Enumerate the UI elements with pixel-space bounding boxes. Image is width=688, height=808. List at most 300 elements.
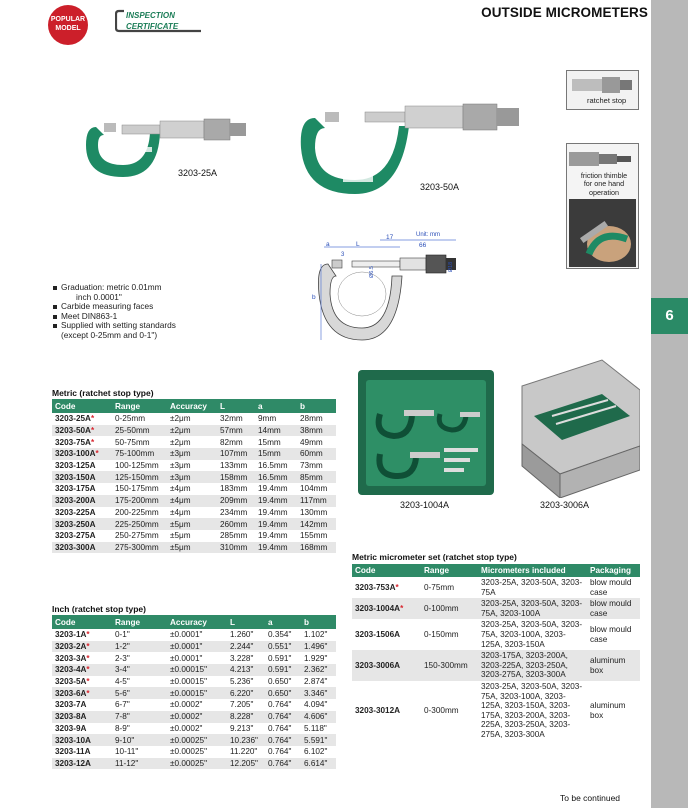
table-cell: 310mm — [217, 542, 255, 554]
table-cell: 1.102" — [301, 629, 336, 641]
table-cell: 225-250mm — [112, 518, 167, 530]
unit-label: Unit: mm — [416, 232, 440, 238]
code-cell — [52, 448, 112, 460]
dim-b: b — [312, 294, 316, 301]
code-text: 3203-753A — [355, 582, 396, 592]
table-cell: 107mm — [217, 448, 255, 460]
table-cell: 2.362" — [301, 664, 336, 676]
table-cell: 6-7" — [112, 699, 167, 711]
code-text: 3203-150A — [55, 472, 96, 482]
popular-star-icon: * — [86, 630, 90, 640]
ratchet-stop-drawing — [567, 71, 638, 95]
code-cell — [52, 518, 112, 530]
table-cell: 0-1" — [112, 629, 167, 641]
col-range: Range — [112, 615, 167, 629]
table-cell: 7-8" — [112, 711, 167, 723]
table-cell: 60mm — [297, 448, 336, 460]
table-cell: 19.4mm — [255, 483, 297, 495]
table-cell: 25-50mm — [112, 425, 167, 437]
table-cell: 2.244" — [227, 641, 265, 653]
code-cell — [52, 495, 112, 507]
table-cell: ±0.00015" — [167, 676, 227, 688]
table-cell: ±2μm — [167, 436, 217, 448]
micrometer-50a-image — [297, 98, 529, 198]
table-cell: 130mm — [297, 507, 336, 519]
table-cell: 1-2" — [112, 641, 167, 653]
table-cell: 8-9" — [112, 723, 167, 735]
code-text: 3203-225A — [55, 507, 96, 517]
code-cell — [52, 699, 112, 711]
table-cell: blow mould case — [587, 598, 640, 619]
code-text: 3203-25A — [55, 414, 91, 424]
table-cell: ±0.0002" — [167, 723, 227, 735]
code-cell — [52, 687, 112, 699]
table-cell: 12.205" — [227, 758, 265, 770]
table-cell: ±5μm — [167, 518, 217, 530]
code-text: 3203-7A — [55, 700, 87, 710]
table-cell: ±0.0002" — [167, 699, 227, 711]
code-text: 3203-3012A — [355, 705, 401, 715]
table-cell: 175-200mm — [112, 495, 167, 507]
table-cell: 3.228" — [227, 652, 265, 664]
metric-table — [52, 399, 336, 553]
code-text: 3203-11A — [55, 747, 91, 757]
table-cell: 19.4mm — [255, 495, 297, 507]
col-l: L — [227, 615, 265, 629]
table-cell: 234mm — [217, 507, 255, 519]
table-cell: 6.102" — [301, 746, 336, 758]
table-row — [52, 413, 336, 425]
table-row — [52, 652, 336, 664]
popular-model-badge: POPULAR MODEL — [48, 5, 88, 45]
table-cell: 15mm — [255, 436, 297, 448]
dim-a: a — [326, 241, 330, 248]
sidebar-strip — [651, 0, 688, 808]
table-cell: blow mould case — [587, 619, 640, 650]
ratchet-stop-inset — [566, 70, 639, 110]
model-25a-label: 3203-25A — [178, 168, 218, 178]
table-row — [52, 629, 336, 641]
table-row — [352, 577, 640, 598]
code-text: 3203-75A — [55, 437, 91, 447]
table-cell: 6.614" — [301, 758, 336, 770]
table-cell: 0-100mm — [421, 598, 478, 619]
popular-star-icon: * — [86, 642, 90, 652]
model-50a-label: 3203-50A — [420, 182, 460, 192]
code-text: 3203-9A — [55, 723, 87, 733]
table-row — [52, 758, 336, 770]
code-cell — [52, 542, 112, 554]
inch-table — [52, 615, 336, 769]
chapter-tab[interactable]: 6 — [651, 298, 688, 334]
col-code: Code — [352, 564, 421, 577]
col-accuracy: Accuracy — [167, 615, 227, 629]
col-accuracy: Accuracy — [167, 399, 217, 413]
table-cell: 150-175mm — [112, 483, 167, 495]
popular-star-icon: * — [86, 677, 90, 687]
feature-item: (except 0-25mm and 0-1") — [61, 329, 158, 340]
table-row — [352, 598, 640, 619]
table-cell: ±2μm — [167, 413, 217, 425]
code-text: 3203-50A — [55, 426, 91, 436]
code-cell — [52, 652, 112, 664]
table-cell: ±0.00025" — [167, 746, 227, 758]
popular-star-icon: * — [395, 582, 399, 592]
code-cell — [52, 425, 112, 437]
col-l: L — [217, 399, 255, 413]
table-cell: ±3μm — [167, 448, 217, 460]
table-cell: 1.929" — [301, 652, 336, 664]
table-cell: 3-4" — [112, 664, 167, 676]
table-cell: 1.496" — [301, 641, 336, 653]
table-cell: 3.346" — [301, 687, 336, 699]
table-cell: 0.551" — [265, 641, 301, 653]
code-cell — [352, 598, 421, 619]
to-be-continued: To be continued — [560, 793, 621, 803]
code-cell — [52, 746, 112, 758]
col-packaging: Packaging — [587, 564, 640, 577]
table-cell: 158mm — [217, 471, 255, 483]
table-cell: 133mm — [217, 460, 255, 472]
table-cell: 9mm — [255, 413, 297, 425]
table-cell: 168mm — [297, 542, 336, 554]
table-cell: 0-150mm — [421, 619, 478, 650]
table-cell: 6.220" — [227, 687, 265, 699]
code-text: 3203-175A — [55, 484, 96, 494]
table-cell: 0.764" — [265, 711, 301, 723]
table-cell: ±0.00015" — [167, 687, 227, 699]
feature-item: inch 0.0001" — [76, 291, 122, 302]
dim-l: L — [356, 241, 360, 248]
code-text: 3203-275A — [55, 531, 96, 541]
table-cell: 155mm — [297, 530, 336, 542]
table-cell: 0.764" — [265, 746, 301, 758]
table-cell: 11.220" — [227, 746, 265, 758]
popular-star-icon: * — [90, 437, 95, 447]
code-text: 3203-200A — [55, 496, 96, 506]
table-cell: 0.764" — [265, 723, 301, 735]
code-text: 3203-12A — [55, 758, 91, 768]
table-cell: 2-3" — [112, 652, 167, 664]
table-cell: ±0.0001" — [167, 629, 227, 641]
table-cell: 200-225mm — [112, 507, 167, 519]
table-header-row — [352, 564, 640, 577]
table-cell: ±0.00025" — [167, 734, 227, 746]
code-text: 3203-100A — [55, 449, 96, 459]
table-row — [52, 687, 336, 699]
popular-star-icon: * — [90, 414, 95, 424]
table-cell: 125-150mm — [112, 471, 167, 483]
code-cell — [52, 734, 112, 746]
table-cell: 32mm — [217, 413, 255, 425]
table-cell: 73mm — [297, 460, 336, 472]
set-3006a-label: 3203-3006A — [540, 500, 590, 510]
table-cell: 14mm — [255, 425, 297, 437]
dim-18: Ø18 — [448, 261, 455, 273]
table-cell: 104mm — [297, 483, 336, 495]
feature-item: Meet DIN863-1 — [52, 312, 302, 322]
table-cell: aluminum box — [587, 650, 640, 681]
table-cell: 3203-25A, 3203-50A, 3203-75A, 3203-100A — [478, 598, 587, 619]
table-cell: 209mm — [217, 495, 255, 507]
code-cell — [52, 641, 112, 653]
code-text: 3203-125A — [55, 461, 96, 471]
table-row — [52, 664, 336, 676]
code-text: 3203-2A — [55, 642, 87, 652]
col-code: Code — [52, 399, 112, 413]
feature-list — [52, 283, 302, 341]
table-cell: 0.764" — [265, 734, 301, 746]
table-cell: 9.213" — [227, 723, 265, 735]
ratchet-stop-caption: ratchet stop — [587, 96, 627, 105]
table-cell: 3203-175A, 3203-200A, 3203-225A, 3203-250A, 3203-275A, 3203-300A — [478, 650, 587, 681]
set-table — [352, 564, 640, 741]
code-cell — [352, 577, 421, 598]
table-cell: 49mm — [297, 436, 336, 448]
col-b: b — [297, 399, 336, 413]
popular-star-icon: * — [86, 653, 90, 663]
table-row — [352, 650, 640, 681]
code-text: 3203-6A — [55, 688, 87, 698]
table-cell: 260mm — [217, 518, 255, 530]
table-row — [52, 483, 336, 495]
table-cell: 9-10" — [112, 734, 167, 746]
table-cell: 7.205" — [227, 699, 265, 711]
inch-table-title: Inch (ratchet stop type) — [52, 604, 146, 614]
set-3006a-photo — [512, 356, 640, 498]
code-cell — [52, 723, 112, 735]
table-row — [52, 542, 336, 554]
micrometer-50a-drawing — [297, 98, 529, 198]
table-cell: 75-100mm — [112, 448, 167, 460]
code-cell — [52, 758, 112, 770]
code-text: 3203-1506A — [355, 629, 401, 639]
table-cell: ±0.0001" — [167, 641, 227, 653]
code-cell — [52, 460, 112, 472]
table-row — [352, 681, 640, 741]
code-cell — [52, 711, 112, 723]
table-cell: 0.764" — [265, 758, 301, 770]
micrometer-25a-image — [78, 105, 273, 185]
feature-item: Carbide measuring faces — [52, 302, 302, 312]
table-cell: ±3μm — [167, 471, 217, 483]
table-row — [52, 471, 336, 483]
table-cell: 183mm — [217, 483, 255, 495]
col-included: Micrometers included — [478, 564, 587, 577]
table-cell: 5.236" — [227, 676, 265, 688]
code-cell — [352, 619, 421, 650]
table-row — [52, 460, 336, 472]
table-cell: 19.4mm — [255, 507, 297, 519]
table-cell: 1.260" — [227, 629, 265, 641]
table-cell: aluminum box — [587, 681, 640, 741]
page-title: OUTSIDE MICROMETERS — [481, 5, 648, 20]
table-cell: blow mould case — [587, 577, 640, 598]
col-a: a — [265, 615, 301, 629]
col-b: b — [301, 615, 336, 629]
table-cell: ±4μm — [167, 507, 217, 519]
table-cell: ±0.0001" — [167, 652, 227, 664]
code-cell — [52, 413, 112, 425]
dim-66: 66 — [419, 242, 427, 249]
table-cell: 50-75mm — [112, 436, 167, 448]
code-text: 3203-8A — [55, 712, 87, 722]
table-header-row — [52, 615, 336, 629]
table-cell: 4-5" — [112, 676, 167, 688]
code-text: 3203-3006A — [355, 660, 401, 670]
table-cell: 19.4mm — [255, 542, 297, 554]
table-cell: ±5μm — [167, 530, 217, 542]
table-cell: 15mm — [255, 448, 297, 460]
code-cell — [52, 664, 112, 676]
set-1004a-label: 3203-1004A — [400, 500, 450, 510]
code-text: 3203-10A — [55, 735, 91, 745]
table-cell: ±4μm — [167, 483, 217, 495]
table-cell: ±0.00025" — [167, 758, 227, 770]
table-cell: ±0.0002" — [167, 711, 227, 723]
table-row — [52, 711, 336, 723]
code-text: 3203-4A — [55, 665, 87, 675]
dim-17: 17 — [386, 234, 394, 241]
table-row — [352, 619, 640, 650]
popular-star-icon: * — [400, 603, 404, 613]
code-cell — [52, 676, 112, 688]
table-row — [52, 641, 336, 653]
set-table-title: Metric micrometer set (ratchet stop type) — [352, 552, 517, 562]
table-cell: 16.5mm — [255, 471, 297, 483]
table-row — [52, 676, 336, 688]
table-cell: 16.5mm — [255, 460, 297, 472]
table-cell: 2.874" — [301, 676, 336, 688]
table-row — [52, 495, 336, 507]
micrometer-25a-drawing — [78, 105, 273, 185]
set-1004a-photo — [358, 370, 494, 495]
table-cell: 4.606" — [301, 711, 336, 723]
col-a: a — [255, 399, 297, 413]
table-row — [52, 530, 336, 542]
table-cell: 11-12" — [112, 758, 167, 770]
code-cell — [52, 530, 112, 542]
code-cell — [52, 483, 112, 495]
table-cell: 285mm — [217, 530, 255, 542]
table-cell: 0.354" — [265, 629, 301, 641]
code-cell — [52, 471, 112, 483]
table-cell: 10.236" — [227, 734, 265, 746]
table-row — [52, 734, 336, 746]
table-cell: ±2μm — [167, 425, 217, 437]
table-cell: 3203-25A, 3203-50A, 3203-75A — [478, 577, 587, 598]
table-cell: ±0.00015" — [167, 664, 227, 676]
table-cell: 82mm — [217, 436, 255, 448]
table-cell: 19.4mm — [255, 530, 297, 542]
hand-operation-photo — [569, 199, 636, 267]
table-row — [52, 723, 336, 735]
popular-star-icon: * — [90, 426, 95, 436]
table-row — [52, 507, 336, 519]
table-cell: 57mm — [217, 425, 255, 437]
code-text: 3203-1A — [55, 630, 87, 640]
table-cell: 0.591" — [265, 664, 301, 676]
col-code: Code — [52, 615, 112, 629]
table-row — [52, 699, 336, 711]
table-cell: 0.591" — [265, 652, 301, 664]
table-cell: ±3μm — [167, 460, 217, 472]
metric-table-title: Metric (ratchet stop type) — [52, 388, 154, 398]
table-cell: 142mm — [297, 518, 336, 530]
code-cell — [52, 507, 112, 519]
table-cell: 0-300mm — [421, 681, 478, 741]
feature-item: Supplied with setting standards — [52, 321, 302, 331]
table-cell: 5.591" — [301, 734, 336, 746]
table-cell: 4.094" — [301, 699, 336, 711]
table-cell: 5-6" — [112, 687, 167, 699]
table-cell: 0.650" — [265, 676, 301, 688]
popular-star-icon: * — [95, 449, 99, 459]
table-row — [52, 746, 336, 758]
table-cell: 3203-25A, 3203-50A, 3203-75A, 3203-100A, 3203-125A, 3203-150A, 3203-175A, 3203-200A, 3203-225A, 3203-250A, 3203-275A, 3203-300A — [478, 681, 587, 741]
table-cell: 10-11" — [112, 746, 167, 758]
table-row — [52, 425, 336, 437]
friction-thimble-drawing — [567, 144, 638, 174]
friction-caption: friction thimble for one hand operation — [580, 171, 628, 197]
certificate-line-1: INSPECTION — [126, 11, 175, 20]
table-cell: 3203-25A, 3203-50A, 3203-75A, 3203-100A, 3203-125A, 3203-150A — [478, 619, 587, 650]
code-text: 3203-250A — [55, 519, 96, 529]
code-cell — [52, 436, 112, 448]
table-row — [52, 436, 336, 448]
table-cell: 0-25mm — [112, 413, 167, 425]
table-cell: 150-300mm — [421, 650, 478, 681]
table-cell: 0-75mm — [421, 577, 478, 598]
code-cell — [352, 650, 421, 681]
table-cell: 28mm — [297, 413, 336, 425]
table-cell: 38mm — [297, 425, 336, 437]
table-cell: 8.228" — [227, 711, 265, 723]
code-text: 3203-300A — [55, 542, 96, 552]
table-cell: ±5μm — [167, 542, 217, 554]
code-text: 3203-1004A — [355, 603, 401, 613]
dimension-drawing — [312, 232, 464, 354]
table-cell: 250-275mm — [112, 530, 167, 542]
table-cell: ±4μm — [167, 495, 217, 507]
feature-item: Graduation: metric 0.01mm — [52, 283, 302, 293]
table-cell: 19.4mm — [255, 518, 297, 530]
col-range: Range — [421, 564, 478, 577]
table-cell: 0.764" — [265, 699, 301, 711]
code-cell — [52, 629, 112, 641]
popular-star-icon: * — [86, 665, 90, 675]
col-range: Range — [112, 399, 167, 413]
code-text: 3203-5A — [55, 677, 87, 687]
code-text: 3203-3A — [55, 653, 87, 663]
table-cell: 5.118" — [301, 723, 336, 735]
dim-6-5: Ø6.5 — [368, 266, 375, 278]
table-cell: 100-125mm — [112, 460, 167, 472]
table-row — [52, 448, 336, 460]
table-cell: 4.213" — [227, 664, 265, 676]
table-cell: 85mm — [297, 471, 336, 483]
table-cell: 117mm — [297, 495, 336, 507]
dimension-diagram — [316, 232, 464, 354]
friction-thimble-inset — [566, 143, 639, 269]
table-row — [52, 518, 336, 530]
table-cell: 0.650" — [265, 687, 301, 699]
code-cell — [352, 681, 421, 741]
certificate-line-2: CERTIFICATE — [126, 22, 179, 31]
table-header-row — [52, 399, 336, 413]
popular-star-icon: * — [86, 688, 90, 698]
inspection-certificate-logo — [115, 9, 205, 33]
